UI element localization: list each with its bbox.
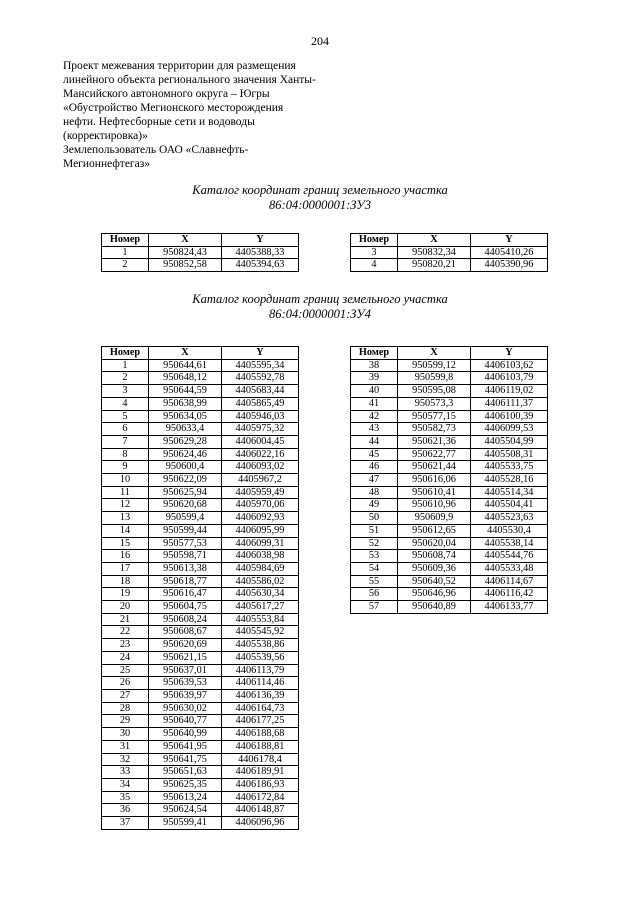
point-number: 25 [102, 664, 149, 677]
coord-x: 950595,08 [398, 385, 471, 398]
coord-y: 4406099,31 [222, 537, 299, 550]
point-number: 27 [102, 689, 149, 702]
coord-x: 950573,3 [398, 397, 471, 410]
coord-y: 4405523,63 [471, 512, 548, 525]
coord-x: 950648,12 [149, 372, 222, 385]
table-row [351, 575, 548, 588]
table-row [102, 766, 299, 779]
point-number: 55 [351, 575, 398, 588]
coord-y: 4406103,79 [471, 372, 548, 385]
coord-y: 4406113,79 [222, 664, 299, 677]
point-number: 16 [102, 550, 149, 563]
coord-x: 950620,04 [398, 537, 471, 550]
coord-x: 950599,41 [149, 817, 222, 830]
catalog-cadastral-number: 86:04:0000001:ЗУ3 [269, 198, 371, 212]
coord-x: 950599,12 [398, 359, 471, 372]
coord-y: 4405390,96 [471, 259, 548, 272]
coord-y: 4405533,75 [471, 461, 548, 474]
table-row [351, 601, 548, 614]
coord-x: 950630,02 [149, 702, 222, 715]
header-line: Мансийского автономного округа – Югры [63, 88, 270, 100]
point-number: 35 [102, 791, 149, 804]
point-number: 4 [351, 259, 398, 272]
coord-y: 4406189,91 [222, 766, 299, 779]
coord-y: 4406095,99 [222, 524, 299, 537]
table-row [102, 728, 299, 741]
coord-y: 4406164,73 [222, 702, 299, 715]
table-row [351, 524, 548, 537]
coord-x: 950651,63 [149, 766, 222, 779]
table-row [351, 397, 548, 410]
point-number: 54 [351, 562, 398, 575]
point-number: 37 [102, 817, 149, 830]
header-number: Номер [102, 234, 149, 247]
point-number: 22 [102, 626, 149, 639]
coord-x: 950640,52 [398, 575, 471, 588]
coord-y: 4406038,98 [222, 550, 299, 563]
coord-y: 4406103,62 [471, 359, 548, 372]
table-row [102, 677, 299, 690]
table-row [102, 575, 299, 588]
coord-y: 4405865,49 [222, 397, 299, 410]
coord-y: 4405394,63 [222, 259, 299, 272]
point-number: 10 [102, 474, 149, 487]
coord-x: 950622,77 [398, 448, 471, 461]
coord-y: 4405538,86 [222, 639, 299, 652]
coord-y: 4406114,67 [471, 575, 548, 588]
coord-x: 950852,58 [149, 259, 222, 272]
point-number: 15 [102, 537, 149, 550]
catalog-zu3-title [0, 183, 640, 213]
header-y: Y [471, 347, 548, 360]
coord-x: 950599,8 [398, 372, 471, 385]
table-header-row [351, 347, 548, 360]
point-number: 32 [102, 753, 149, 766]
table-row [102, 791, 299, 804]
coord-x: 950640,89 [398, 601, 471, 614]
coord-x: 950820,21 [398, 259, 471, 272]
header-number: Номер [102, 347, 149, 360]
point-number: 43 [351, 423, 398, 436]
coord-y: 4406004,45 [222, 435, 299, 448]
coord-x: 950609,9 [398, 512, 471, 525]
coord-x: 950613,38 [149, 562, 222, 575]
coord-y: 4405528,16 [471, 474, 548, 487]
coord-table-zu3-right [350, 233, 548, 272]
table-row [102, 613, 299, 626]
header-number: Номер [351, 234, 398, 247]
coord-x: 950638,99 [149, 397, 222, 410]
coord-x: 950634,05 [149, 410, 222, 423]
table-row [102, 753, 299, 766]
coord-x: 950640,99 [149, 728, 222, 741]
point-number: 49 [351, 499, 398, 512]
table-row [102, 562, 299, 575]
coord-table-zu4-left [101, 346, 299, 830]
point-number: 36 [102, 804, 149, 817]
point-number: 53 [351, 550, 398, 563]
coord-y: 4405545,92 [222, 626, 299, 639]
coord-x: 950622,09 [149, 474, 222, 487]
coord-y: 4405595,34 [222, 359, 299, 372]
point-number: 17 [102, 562, 149, 575]
header-y: Y [471, 234, 548, 247]
point-number: 46 [351, 461, 398, 474]
coord-x: 950582,73 [398, 423, 471, 436]
table-row [102, 474, 299, 487]
catalog-title-text: Каталог координат границ земельного участка [192, 183, 448, 197]
header-x: X [149, 234, 222, 247]
point-number: 50 [351, 512, 398, 525]
coord-y: 4405592,78 [222, 372, 299, 385]
coord-y: 4406022,16 [222, 448, 299, 461]
coord-y: 4406099,53 [471, 423, 548, 436]
coord-x: 950608,67 [149, 626, 222, 639]
coord-y: 4405630,34 [222, 588, 299, 601]
header-y: Y [222, 347, 299, 360]
table-row [102, 410, 299, 423]
point-number: 23 [102, 639, 149, 652]
coord-x: 950613,24 [149, 791, 222, 804]
table-row [351, 410, 548, 423]
coord-x: 950599,4 [149, 512, 222, 525]
point-number: 45 [351, 448, 398, 461]
point-number: 39 [351, 372, 398, 385]
coord-y: 4405984,69 [222, 562, 299, 575]
header-line: Землепользователь ОАО «Славнефть- [63, 144, 249, 156]
coord-x: 950616,47 [149, 588, 222, 601]
coord-x: 950641,75 [149, 753, 222, 766]
coord-y: 4405504,41 [471, 499, 548, 512]
coord-x: 950600,4 [149, 461, 222, 474]
point-number: 30 [102, 728, 149, 741]
coord-x: 950599,44 [149, 524, 222, 537]
coord-y: 4406172,84 [222, 791, 299, 804]
coord-x: 950639,97 [149, 689, 222, 702]
coord-x: 950644,59 [149, 385, 222, 398]
coord-y: 4406119,02 [471, 385, 548, 398]
point-number: 57 [351, 601, 398, 614]
header-line: линейного объекта регионального значения Ханты- [63, 74, 316, 86]
coord-y: 4406092,93 [222, 512, 299, 525]
coord-x: 950633,4 [149, 423, 222, 436]
coord-y: 4405586,02 [222, 575, 299, 588]
coord-x: 950646,96 [398, 588, 471, 601]
table-row [102, 486, 299, 499]
coord-y: 4406116,42 [471, 588, 548, 601]
coord-x: 950832,34 [398, 246, 471, 259]
table-row [102, 448, 299, 461]
header-line: «Обустройство Мегионского месторождения [63, 102, 284, 114]
table-header-row [102, 234, 299, 247]
header-line: нефти. Нефтесборные сети и водоводы [63, 116, 255, 128]
coord-y: 4405538,14 [471, 537, 548, 550]
table-row [102, 550, 299, 563]
table-row [102, 664, 299, 677]
coord-x: 950637,01 [149, 664, 222, 677]
coord-y: 4406186,93 [222, 778, 299, 791]
coord-x: 950618,77 [149, 575, 222, 588]
point-number: 51 [351, 524, 398, 537]
point-number: 31 [102, 740, 149, 753]
table-row [351, 461, 548, 474]
point-number: 14 [102, 524, 149, 537]
point-number: 21 [102, 613, 149, 626]
coord-y: 4405544,76 [471, 550, 548, 563]
point-number: 44 [351, 435, 398, 448]
coord-x: 950577,53 [149, 537, 222, 550]
table-row [351, 372, 548, 385]
table-row [102, 702, 299, 715]
table-row [351, 359, 548, 372]
point-number: 2 [102, 259, 149, 272]
catalog-zu4-title [0, 292, 640, 322]
coord-table-zu3-left [101, 233, 299, 272]
table-row [102, 385, 299, 398]
table-row [351, 448, 548, 461]
table-row [102, 639, 299, 652]
point-number: 33 [102, 766, 149, 779]
coord-x: 950621,36 [398, 435, 471, 448]
coord-y: 4406178,4 [222, 753, 299, 766]
table-row [351, 562, 548, 575]
table-row [351, 537, 548, 550]
coord-y: 4406188,68 [222, 728, 299, 741]
table-row [351, 588, 548, 601]
table-row [102, 778, 299, 791]
coord-x: 950641,95 [149, 740, 222, 753]
header-line: Проект межевания территории для размещения [63, 60, 296, 72]
table-row [351, 486, 548, 499]
table-row [102, 372, 299, 385]
coord-y: 4405683,44 [222, 385, 299, 398]
table-row [102, 601, 299, 614]
coord-y: 4406096,96 [222, 817, 299, 830]
table-row [351, 423, 548, 436]
coord-y: 4405967,2 [222, 474, 299, 487]
table-row [102, 689, 299, 702]
table-row [102, 715, 299, 728]
coord-y: 4405553,84 [222, 613, 299, 626]
coord-x: 950620,69 [149, 639, 222, 652]
page-number: 204 [311, 34, 329, 48]
point-number: 8 [102, 448, 149, 461]
point-number: 26 [102, 677, 149, 690]
point-number: 41 [351, 397, 398, 410]
coord-y: 4406133,77 [471, 601, 548, 614]
point-number: 34 [102, 778, 149, 791]
point-number: 24 [102, 651, 149, 664]
table-row [351, 499, 548, 512]
point-number: 20 [102, 601, 149, 614]
header-line: Мегионнефтегаз» [63, 158, 151, 170]
coord-y: 4405508,31 [471, 448, 548, 461]
point-number: 4 [102, 397, 149, 410]
coord-y: 4405530,4 [471, 524, 548, 537]
coord-x: 950610,96 [398, 499, 471, 512]
coord-y: 4406188,81 [222, 740, 299, 753]
table-row [351, 512, 548, 525]
coord-y: 4406148,87 [222, 804, 299, 817]
table-row [102, 740, 299, 753]
point-number: 3 [351, 246, 398, 259]
coord-x: 950624,54 [149, 804, 222, 817]
coord-y: 4405975,32 [222, 423, 299, 436]
coord-x: 950604,75 [149, 601, 222, 614]
header-x: X [149, 347, 222, 360]
coord-y: 4405539,56 [222, 651, 299, 664]
table-row [102, 397, 299, 410]
coord-y: 4406177,25 [222, 715, 299, 728]
coord-y: 4405970,06 [222, 499, 299, 512]
point-number: 29 [102, 715, 149, 728]
header-number: Номер [351, 347, 398, 360]
table-row [102, 359, 299, 372]
table-row [351, 474, 548, 487]
catalog-cadastral-number: 86:04:0000001:ЗУ4 [269, 307, 371, 321]
point-number: 47 [351, 474, 398, 487]
coord-x: 950608,74 [398, 550, 471, 563]
coord-x: 950608,24 [149, 613, 222, 626]
coord-x: 950598,71 [149, 550, 222, 563]
table-row [102, 259, 299, 272]
point-number: 56 [351, 588, 398, 601]
coord-x: 950625,94 [149, 486, 222, 499]
point-number: 38 [351, 359, 398, 372]
coord-x: 950625,35 [149, 778, 222, 791]
coord-y: 4405514,34 [471, 486, 548, 499]
point-number: 28 [102, 702, 149, 715]
point-number: 11 [102, 486, 149, 499]
point-number: 1 [102, 359, 149, 372]
table-row [351, 550, 548, 563]
header-x: X [398, 347, 471, 360]
table-header-row [102, 347, 299, 360]
header-y: Y [222, 234, 299, 247]
point-number: 52 [351, 537, 398, 550]
table-row [102, 817, 299, 830]
table-row [102, 435, 299, 448]
table-row [102, 423, 299, 436]
table-row [102, 588, 299, 601]
coord-x: 950616,06 [398, 474, 471, 487]
table-row [351, 435, 548, 448]
coord-x: 950644,61 [149, 359, 222, 372]
coord-x: 950640,77 [149, 715, 222, 728]
table-row [351, 385, 548, 398]
document-header [63, 59, 363, 171]
point-number: 3 [102, 385, 149, 398]
coord-y: 4406100,39 [471, 410, 548, 423]
table-row [102, 804, 299, 817]
table-header-row [351, 234, 548, 247]
point-number: 2 [102, 372, 149, 385]
point-number: 6 [102, 423, 149, 436]
coord-y: 4405959,49 [222, 486, 299, 499]
table-row [102, 626, 299, 639]
coord-y: 4405388,33 [222, 246, 299, 259]
catalog-title-text: Каталог координат границ земельного участка [192, 292, 448, 306]
point-number: 40 [351, 385, 398, 398]
coord-y: 4406093,02 [222, 461, 299, 474]
point-number: 42 [351, 410, 398, 423]
coord-x: 950610,41 [398, 486, 471, 499]
point-number: 9 [102, 461, 149, 474]
table-row [351, 246, 548, 259]
coord-y: 4405504,99 [471, 435, 548, 448]
coord-x: 950824,43 [149, 246, 222, 259]
header-line: (корректировка)» [63, 130, 148, 142]
coord-x: 950621,44 [398, 461, 471, 474]
point-number: 13 [102, 512, 149, 525]
coord-table-zu4-right [350, 346, 548, 614]
point-number: 48 [351, 486, 398, 499]
table-row [102, 537, 299, 550]
header-x: X [398, 234, 471, 247]
table-row [102, 461, 299, 474]
coord-y: 4405617,27 [222, 601, 299, 614]
point-number: 5 [102, 410, 149, 423]
point-number: 18 [102, 575, 149, 588]
coord-y: 4405533,48 [471, 562, 548, 575]
table-row [102, 651, 299, 664]
coord-y: 4406136,39 [222, 689, 299, 702]
coord-x: 950629,28 [149, 435, 222, 448]
table-row [102, 246, 299, 259]
point-number: 7 [102, 435, 149, 448]
coord-x: 950624,46 [149, 448, 222, 461]
coord-y: 4405410,26 [471, 246, 548, 259]
table-row [102, 512, 299, 525]
coord-y: 4405946,03 [222, 410, 299, 423]
point-number: 12 [102, 499, 149, 512]
coord-y: 4406114,46 [222, 677, 299, 690]
coord-x: 950639,53 [149, 677, 222, 690]
coord-x: 950621,15 [149, 651, 222, 664]
table-row [102, 499, 299, 512]
point-number: 19 [102, 588, 149, 601]
coord-x: 950620,68 [149, 499, 222, 512]
point-number: 1 [102, 246, 149, 259]
coord-x: 950612,65 [398, 524, 471, 537]
table-row [351, 259, 548, 272]
coord-x: 950577,15 [398, 410, 471, 423]
table-row [102, 524, 299, 537]
coord-x: 950609,36 [398, 562, 471, 575]
coord-y: 4406111,37 [471, 397, 548, 410]
